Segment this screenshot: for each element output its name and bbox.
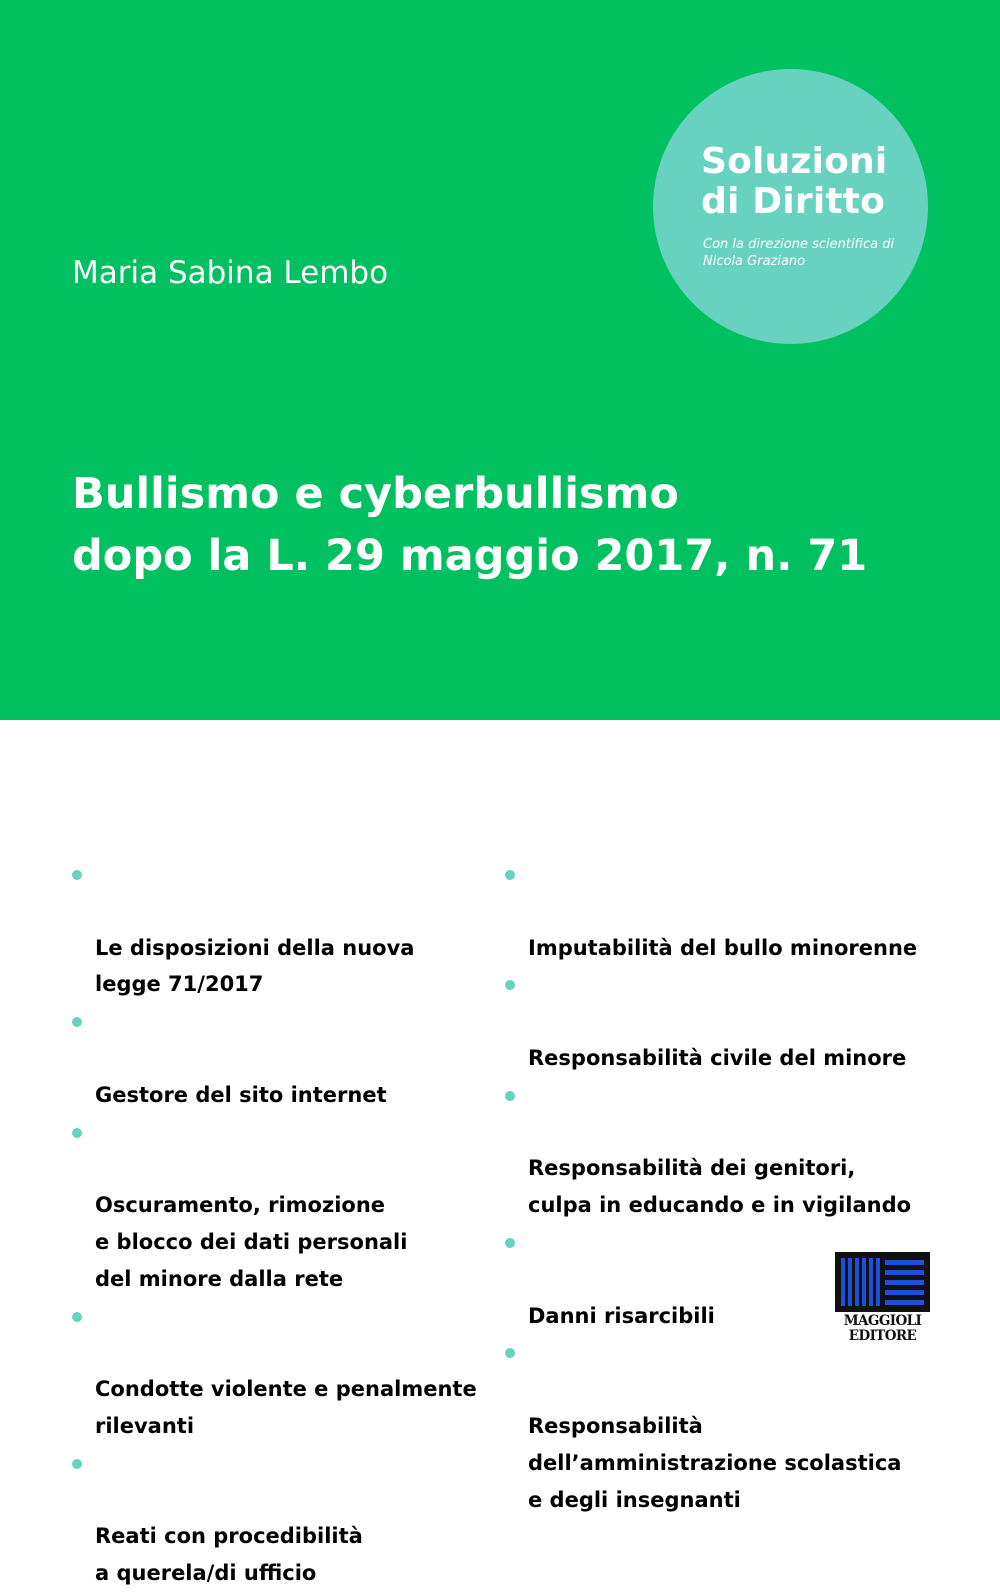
- bullet-icon: [505, 1348, 515, 1358]
- bullet-icon: [505, 1091, 515, 1101]
- list-item: [95, 1003, 485, 1113]
- book-title: [72, 463, 972, 587]
- bullet-icon: [505, 870, 515, 880]
- list-item: [528, 1334, 958, 1518]
- topic-text: Gestore del sito internet: [95, 1082, 387, 1107]
- topic-text: Condotte violente e penalmente rilevanti: [95, 1377, 477, 1438]
- topic-text: Responsabilità dei genitori, culpa in educando e in vigilando: [528, 1156, 912, 1218]
- list-item: [95, 1445, 485, 1592]
- publisher-name: MAGGIOLI EDITORE: [843, 1313, 922, 1344]
- bullet-icon: [72, 1017, 82, 1027]
- bullet-icon: [505, 980, 515, 990]
- series-direction-note: Con la direzione scientifica di Nicola Graziano: [703, 237, 895, 269]
- book-title-line-2: dopo la L. 29 maggio 2017, n. 71: [72, 531, 868, 581]
- list-item: [95, 1114, 485, 1298]
- series-title: Soluzioni di Diritto: [701, 141, 888, 222]
- list-item: [95, 856, 485, 1003]
- topic-text: Responsabilità civile del minore: [528, 1045, 907, 1070]
- list-item: [95, 1298, 485, 1445]
- bullet-icon: [72, 870, 82, 880]
- series-badge: [653, 69, 928, 344]
- topics-list-left: [95, 856, 485, 1592]
- topic-text: Danni risarcibili: [528, 1303, 715, 1328]
- cover-green-panel: [0, 0, 1000, 720]
- list-item: [528, 856, 958, 966]
- publisher-logo: [835, 1252, 930, 1342]
- topic-text: Imputabilità del bullo minorenne: [528, 935, 918, 960]
- author-name: Maria Sabina Lembo: [72, 255, 389, 291]
- book-title-line-1: Bullismo e cyberbullismo: [72, 469, 679, 519]
- bullet-icon: [72, 1312, 82, 1322]
- topic-text: Responsabilità dell’amministrazione scolastica e degli insegnanti: [528, 1413, 902, 1512]
- list-item: [528, 966, 958, 1076]
- topic-text: Le disposizioni della nuova legge 71/2017: [95, 935, 415, 997]
- bullet-icon: [72, 1459, 82, 1469]
- topics-list-right: [528, 856, 958, 1518]
- maggioli-logo-icon: [835, 1252, 930, 1312]
- bullet-icon: [72, 1128, 82, 1138]
- topic-text: Oscuramento, rimozione e blocco dei dati personali del minore dalla rete: [95, 1193, 408, 1291]
- list-item: [528, 1077, 958, 1224]
- topic-text: Reati con procedibilità a querela/di ufficio: [95, 1524, 363, 1586]
- bullet-icon: [505, 1238, 515, 1248]
